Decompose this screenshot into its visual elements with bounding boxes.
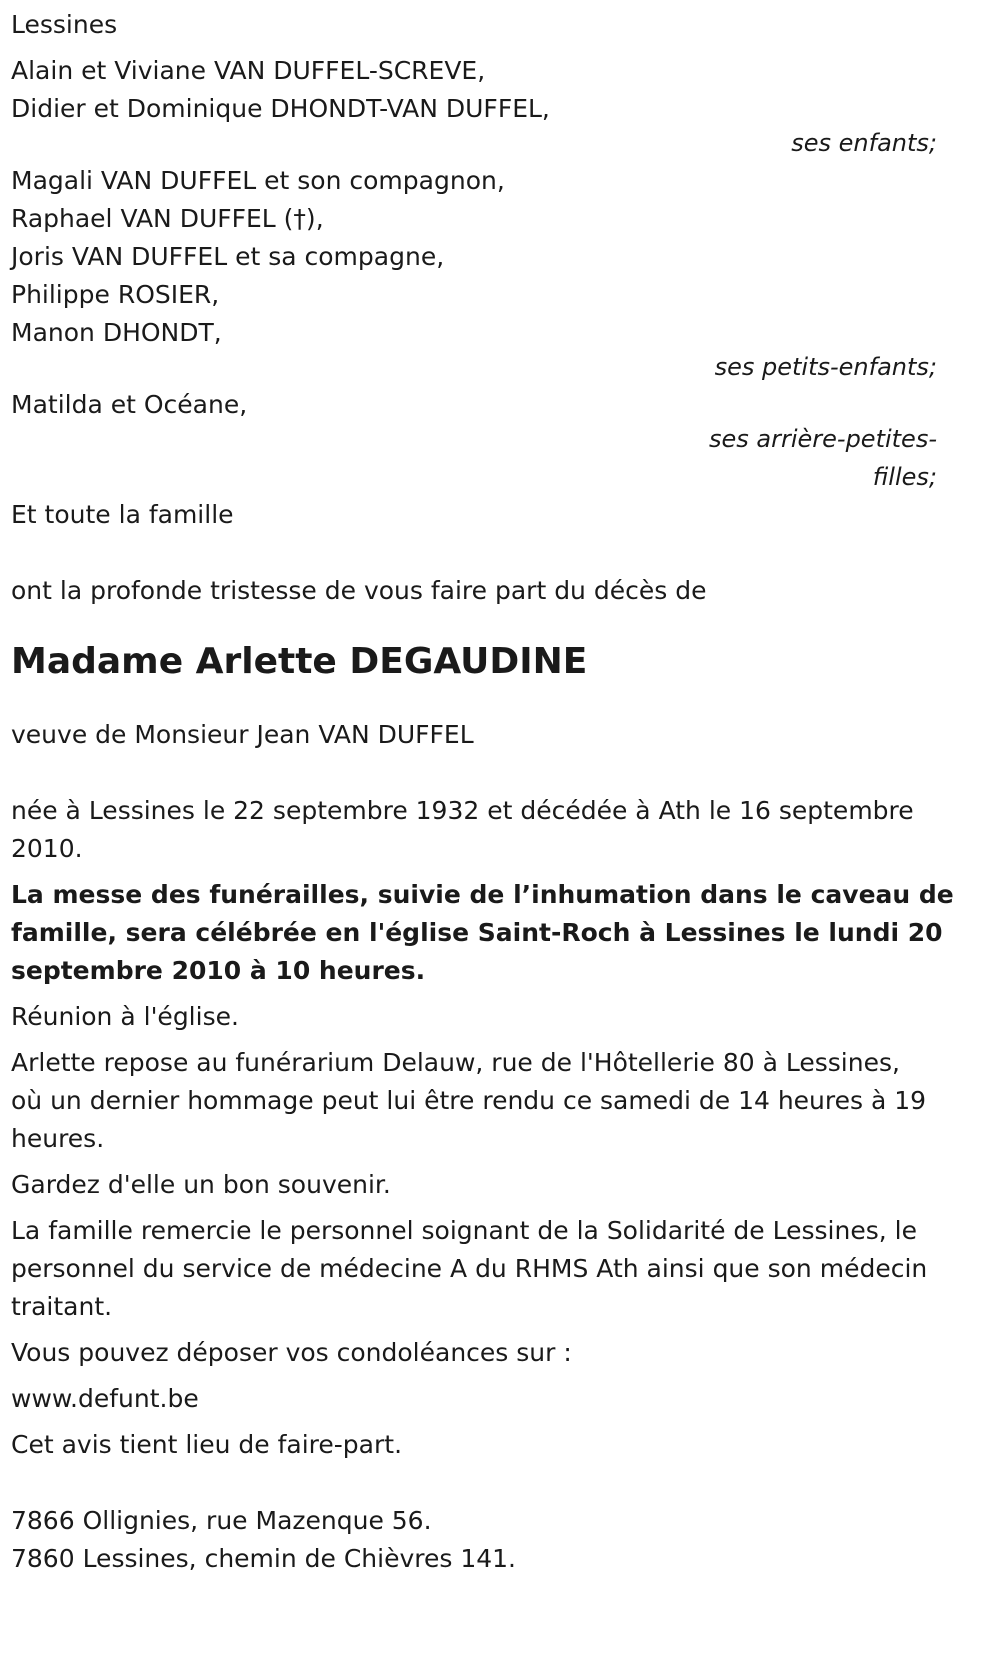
birth-death-line-1: née à Lessines le 22 septembre 1932 et décédée à Ath le 16 septembre bbox=[11, 796, 914, 825]
deceased-name: Madame Arlette DEGAUDINE bbox=[11, 641, 588, 682]
mass-line-2: famille, sera célébrée en l'église Saint-Roch à Lessines le lundi 20 bbox=[11, 918, 943, 947]
grandchild-line-2: Raphael VAN DUFFEL (†), bbox=[11, 204, 324, 233]
rest-line-3: heures. bbox=[11, 1124, 105, 1153]
widow-of: veuve de Monsieur Jean VAN DUFFEL bbox=[11, 720, 474, 749]
notice: Cet avis tient lieu de faire-part. bbox=[11, 1430, 403, 1459]
spacer bbox=[11, 1158, 997, 1166]
great-grandchildren: Matilda et Océane, bbox=[11, 390, 248, 419]
website-link[interactable]: www.defunt.be bbox=[11, 1384, 199, 1413]
spacer bbox=[11, 610, 997, 630]
rest-line-2: où un dernier hommage peut lui être rendu ce samedi de 14 heures à 19 bbox=[11, 1086, 927, 1115]
grandchild-line-1: Magali VAN DUFFEL et son compagnon, bbox=[11, 166, 505, 195]
thanks-line-1: La famille remercie le personnel soignant de la Solidarité de Lessines, le bbox=[11, 1216, 917, 1245]
grandchild-line-3: Joris VAN DUFFEL et sa compagne, bbox=[11, 242, 445, 271]
address-line-2: 7860 Lessines, chemin de Chièvres 141. bbox=[11, 1544, 517, 1573]
family-line: Et toute la famille bbox=[11, 500, 234, 529]
great-grandchildren-role-2: filles; bbox=[872, 463, 937, 491]
spacer bbox=[11, 1464, 997, 1502]
thanks-line-2: personnel du service de médecine A du RHMS Ath ainsi que son médecin bbox=[11, 1254, 928, 1283]
spacer bbox=[11, 1372, 997, 1380]
spacer bbox=[11, 990, 997, 998]
spacer bbox=[11, 868, 997, 876]
obituary-notice bbox=[11, 6, 997, 1578]
grandchild-line-4: Philippe ROSIER, bbox=[11, 280, 220, 309]
spacer bbox=[11, 692, 997, 716]
spacer bbox=[11, 44, 997, 52]
spacer bbox=[11, 1036, 997, 1044]
children-role: ses enfants; bbox=[791, 129, 937, 157]
souvenir: Gardez d'elle un bon souvenir. bbox=[11, 1170, 391, 1199]
meeting: Réunion à l'église. bbox=[11, 1002, 239, 1031]
thanks-line-3: traitant. bbox=[11, 1292, 113, 1321]
mass-line-3: septembre 2010 à 10 heures. bbox=[11, 956, 426, 985]
announcement: ont la profonde tristesse de vous faire part du décès de bbox=[11, 576, 707, 605]
spacer bbox=[11, 1326, 997, 1334]
child-line-1: Alain et Viviane VAN DUFFEL-SCREVE, bbox=[11, 56, 486, 85]
great-grandchildren-role-1: ses arrière-petites- bbox=[709, 425, 937, 453]
city: Lessines bbox=[11, 10, 118, 39]
spacer bbox=[11, 1418, 997, 1426]
grandchild-line-5: Manon DHONDT, bbox=[11, 318, 222, 347]
birth-death-line-2: 2010. bbox=[11, 834, 83, 863]
grandchildren-role: ses petits-enfants; bbox=[714, 353, 937, 381]
address-line-1: 7866 Ollignies, rue Mazenque 56. bbox=[11, 1506, 432, 1535]
mass-line-1: La messe des funérailles, suivie de l’inhumation dans le caveau de bbox=[11, 880, 954, 909]
spacer bbox=[11, 534, 997, 572]
rest-line-1: Arlette repose au funérarium Delauw, rue de l'Hôtellerie 80 à Lessines, bbox=[11, 1048, 900, 1077]
spacer bbox=[11, 754, 997, 792]
condolences: Vous pouvez déposer vos condoléances sur : bbox=[11, 1338, 572, 1367]
spacer bbox=[11, 1204, 997, 1212]
child-line-2: Didier et Dominique DHONDT-VAN DUFFEL, bbox=[11, 94, 550, 123]
